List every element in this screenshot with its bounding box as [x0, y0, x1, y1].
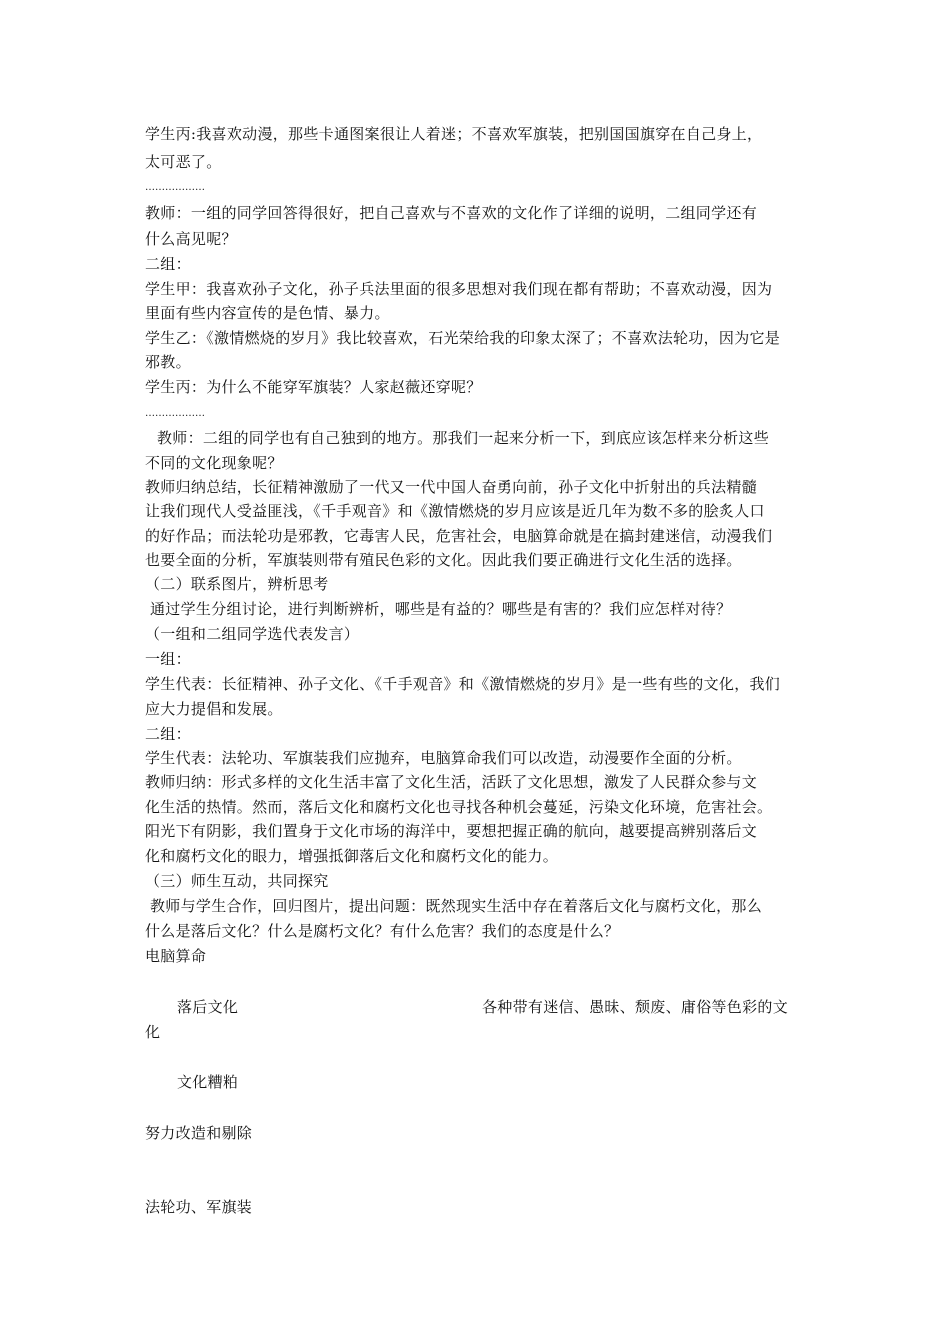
line-10: 学生丙：为什么不能穿军旗装？人家赵薇还穿呢？ [145, 378, 482, 396]
diagram-dregs: 文化糟粕 [177, 1073, 239, 1091]
line-25: 化生活的热情。然而，落后文化和腐朽文化也寻找各种机会蔓延，污染文化环境，危害社会。 [145, 798, 773, 816]
line-23: 学生代表：法轮功、军旗装我们应抛弃，电脑算命我们可以改造，动漫要作全面的分析。 [145, 749, 742, 767]
line-28: 教师与学生合作，回归图片，提出问题：既然现实生活中存在着落后文化与腐朽文化，那么 [150, 897, 763, 915]
line-22: 二组： [145, 725, 191, 743]
ellipsis-2: ……………… [145, 408, 205, 419]
line-20: 学生代表：长征精神、孙子文化、《千手观音》和《激情燃烧的岁月》是一些有些的文化，我们 [145, 675, 781, 693]
diagram-right-text: 各种带有迷信、愚昧、颓废、庸俗等色彩的文 [482, 998, 789, 1016]
diagram-example: 法轮功、军旗装 [145, 1198, 253, 1216]
line-15: 的好作品；而法轮功是邪教，它毒害人民，危害社会，电脑算命就是在搞封建迷信，动漫我们 [145, 527, 773, 545]
line-24: 教师归纳：形式多样的文化生活丰富了文化生活，活跃了文化思想，激发了人民群众参与文 [145, 773, 758, 791]
line-26: 阳光下有阴影，我们置身于文化市场的海洋中，要想把握正确的航向，越要提高辨别落后文 [145, 822, 758, 840]
line-8: 学生乙：《激情燃烧的岁月》我比较喜欢，石光荣给我的印象太深了；不喜欢法轮功，因为它是 [145, 329, 781, 347]
line-12: 不同的文化现象呢？ [145, 454, 283, 472]
line-13: 教师归纳总结，长征精神激励了一代又一代中国人奋勇向前，孙子文化中折射出的兵法精髓 [145, 478, 758, 496]
line-19: 一组： [145, 650, 191, 668]
line-6: 学生甲：我喜欢孙子文化，孙子兵法里面的很多思想对我们现在都有帮助；不喜欢动漫，因为 [145, 280, 773, 298]
line-2: 太可恶了。 [145, 153, 222, 171]
line-4: 什么高见呢？ [145, 230, 237, 248]
ellipsis-1: ……………… [145, 182, 205, 193]
line-1: 学生丙:我喜欢动漫，那些卡通图案很让人着迷；不喜欢军旗装，把别国国旗穿在自己身上， [145, 125, 763, 143]
line-18: （一组和二组同学选代表发言） [145, 625, 360, 643]
diagram-attitude: 努力改造和剔除 [145, 1124, 253, 1142]
line-14: 让我们现代人受益匪浅，《千手观音》和《激情燃烧的岁月应该是近几年为数不多的脍炙人口 [145, 502, 765, 520]
line-3: 教师：一组的同学回答得很好，把自己喜欢与不喜欢的文化作了详细的说明，二组同学还有 [145, 204, 758, 222]
line-27: 化和腐朽文化的眼力，增强抵御落后文化和腐朽文化的能力。 [145, 847, 559, 865]
line-16: 也要全面的分析，军旗装则带有殖民色彩的文化。因此我们要正确进行文化生活的选择。 [145, 551, 742, 569]
line-21: 应大力提倡和发展。 [145, 700, 283, 718]
line-17: 通过学生分组讨论，进行判断辨析，哪些是有益的？哪些是有害的？我们应怎样对待？ [150, 600, 732, 618]
line-11: 教师：二组的同学也有自己独到的地方。那我们一起来分析一下，到底应该怎样来分析这些 [157, 429, 770, 447]
diagram-left-label: 落后文化 [177, 998, 239, 1016]
line-7: 里面有些内容宣传的是色情、暴力。 [145, 304, 390, 322]
section-heading-2: （二）联系图片，辨析思考 [145, 575, 329, 593]
diagram-right-text-cont: 化 [145, 1023, 161, 1041]
line-9: 邪教。 [145, 353, 191, 371]
line-30: 电脑算命 [145, 947, 207, 965]
line-5: 二组： [145, 255, 191, 273]
line-29: 什么是落后文化？什么是腐朽文化？有什么危害？我们的态度是什么？ [145, 922, 620, 940]
section-heading-3: （三）师生互动，共同探究 [145, 872, 329, 890]
